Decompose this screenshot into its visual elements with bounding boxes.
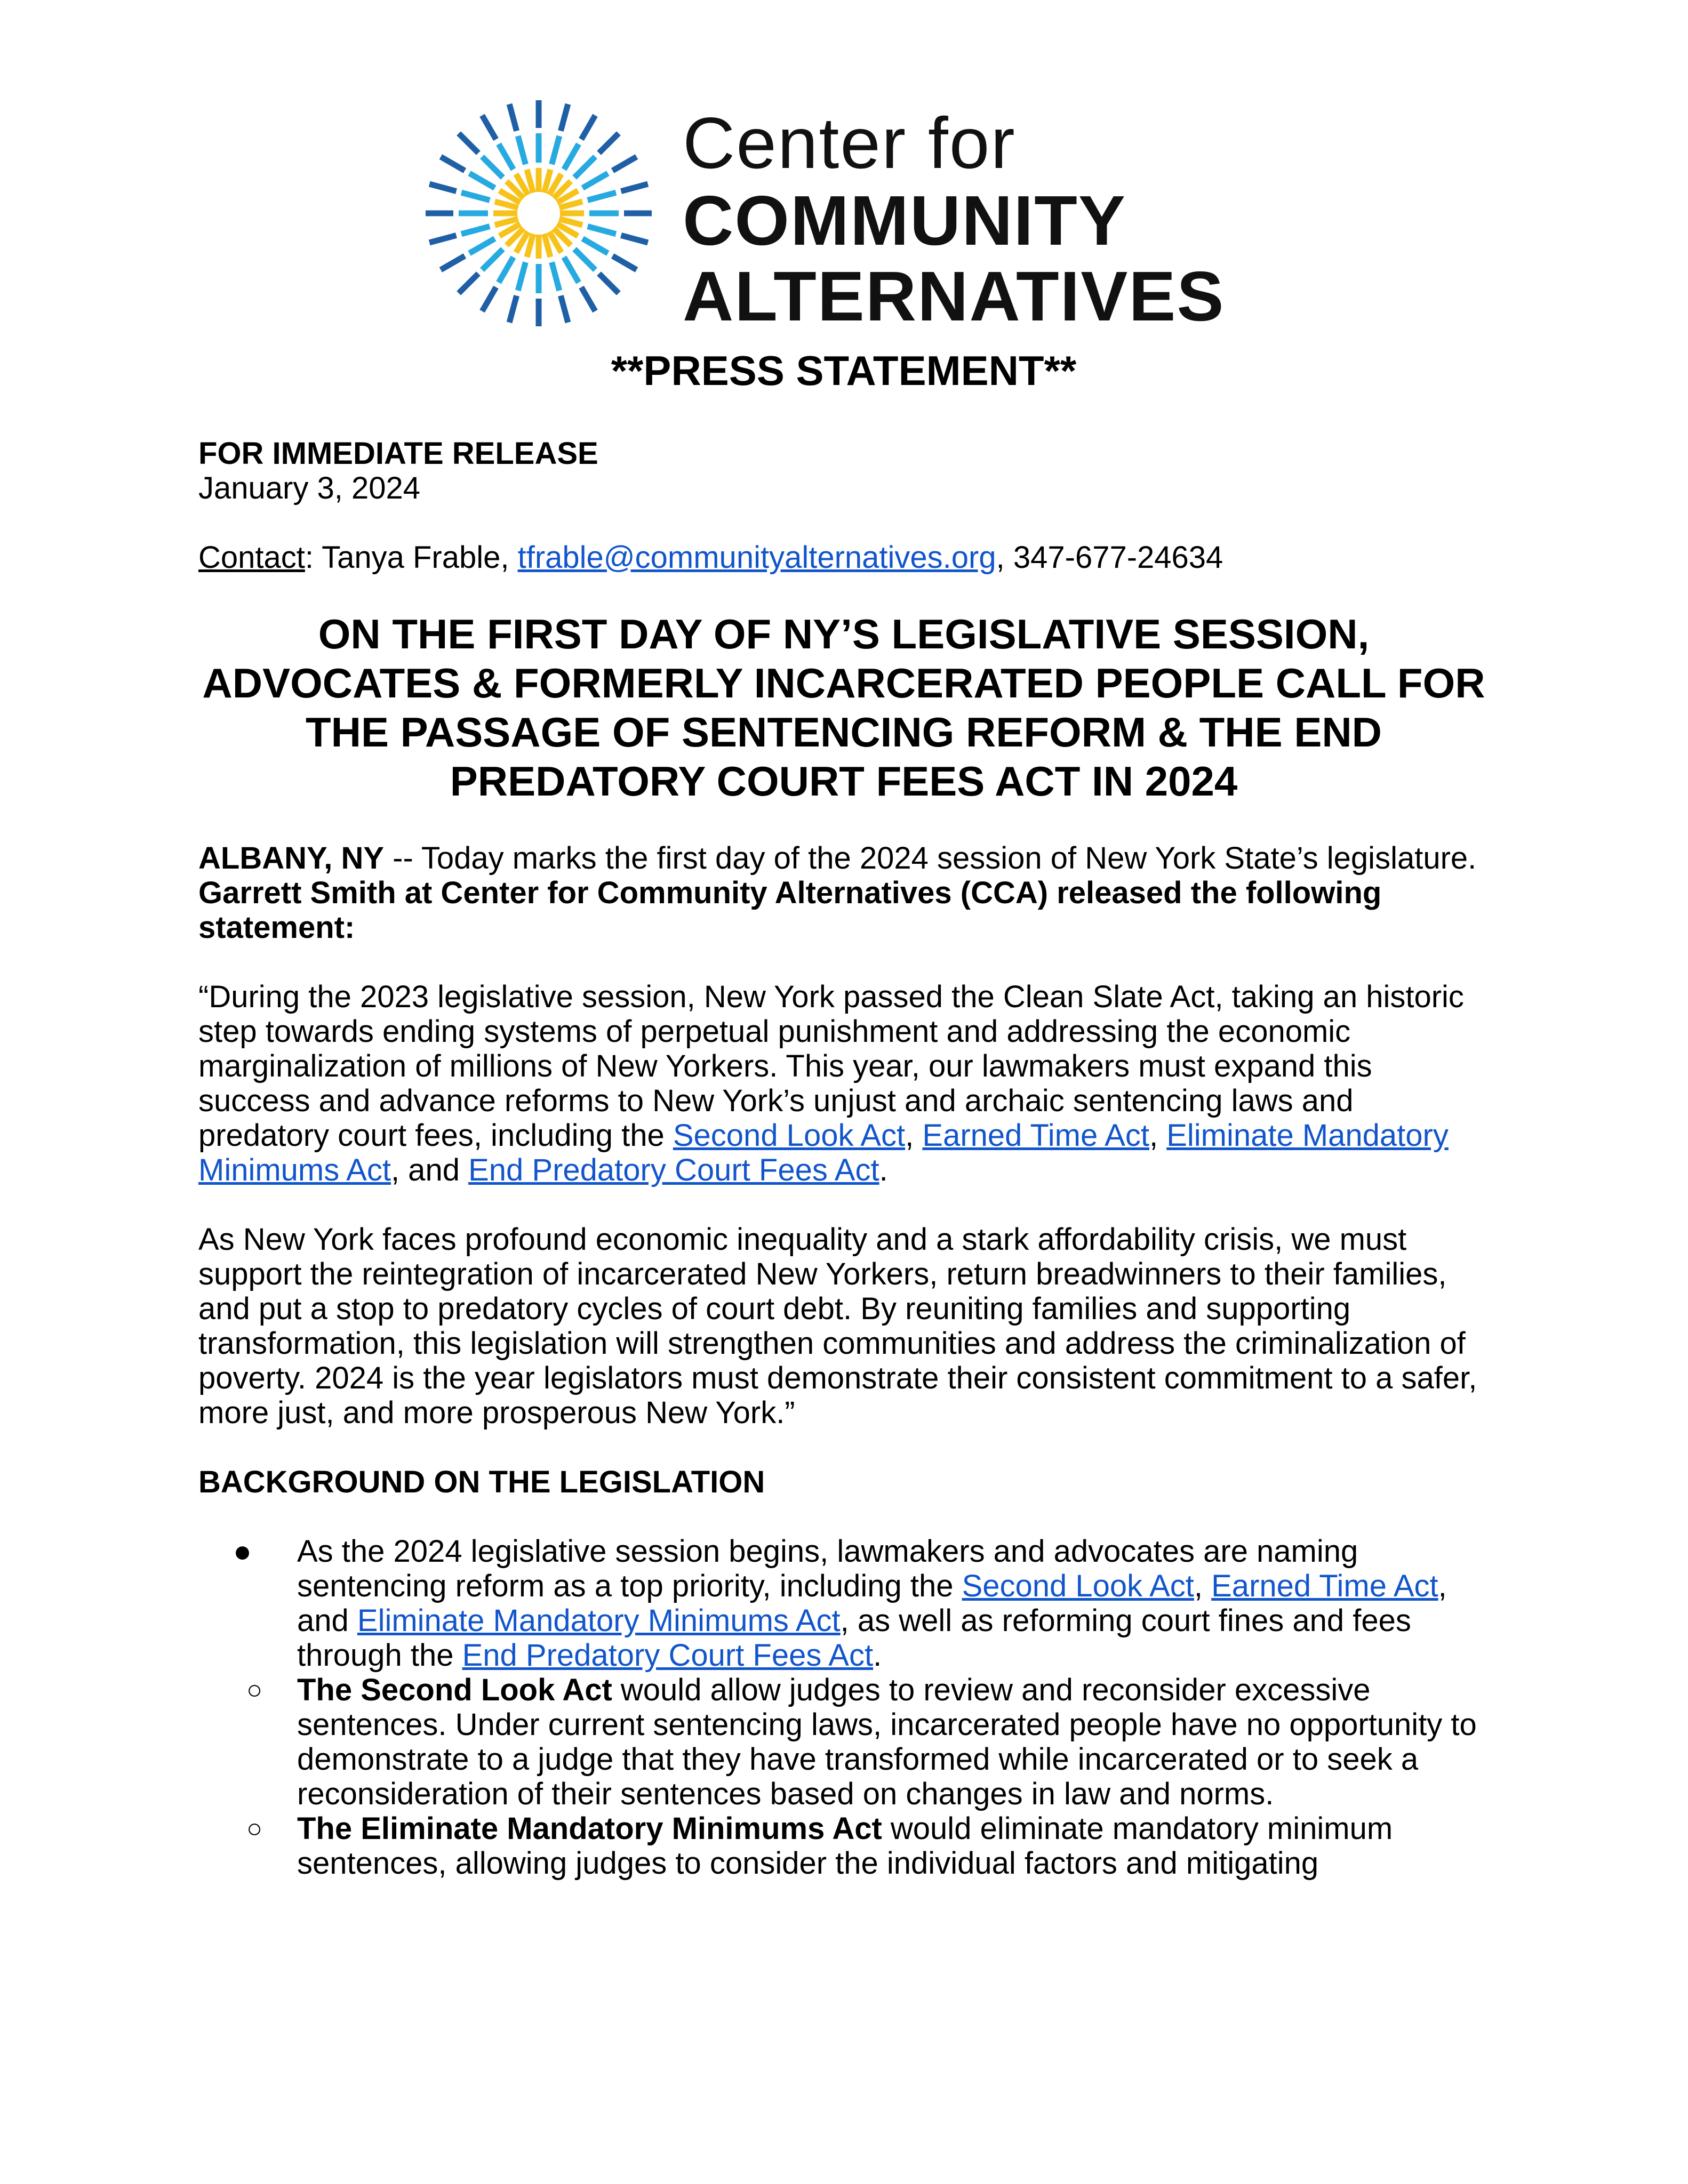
logo-ray bbox=[499, 257, 514, 283]
eliminate-mandatory-minimums-act-link[interactable]: Eliminate Mandatory Minimums Act bbox=[357, 1603, 841, 1638]
logo-ray bbox=[482, 157, 503, 178]
logo-ray bbox=[469, 173, 495, 188]
logo-ray bbox=[482, 249, 503, 270]
press-release-body bbox=[198, 347, 1489, 1881]
logo-ray bbox=[461, 227, 490, 234]
separator: , bbox=[1194, 1569, 1212, 1603]
end-predatory-court-fees-act-link[interactable]: End Predatory Court Fees Act bbox=[462, 1638, 874, 1673]
intro-text: -- Today marks the first day of the 2024 session of New York State’s legislature. bbox=[384, 841, 1477, 876]
organization-logo bbox=[421, 96, 1275, 341]
logo-ray bbox=[441, 157, 465, 171]
logo-ray bbox=[561, 296, 568, 323]
bullet-text: , as well as reforming court fines and fees through the bbox=[297, 1603, 1411, 1673]
logo-ray bbox=[518, 136, 525, 164]
logo-ray bbox=[509, 104, 517, 131]
logo-ray bbox=[588, 227, 616, 234]
logo-line-3: ALTERNATIVES bbox=[683, 257, 1225, 335]
logo-ray bbox=[552, 262, 559, 291]
bullet-icon: ● bbox=[233, 1534, 252, 1569]
logo-ray bbox=[613, 157, 637, 171]
background-heading: BACKGROUND ON THE LEGISLATION bbox=[198, 1465, 765, 1499]
sub-list-item bbox=[246, 1673, 1489, 1811]
intro-paragraph bbox=[198, 841, 1489, 945]
logo-ray bbox=[461, 192, 490, 200]
separator: , and bbox=[390, 1153, 469, 1187]
separator: , bbox=[905, 1118, 923, 1153]
release-block bbox=[198, 436, 1489, 505]
sub-bullet-icon: ○ bbox=[246, 1675, 263, 1705]
logo-line-1: Center for bbox=[683, 102, 1016, 183]
logo-ray bbox=[574, 249, 595, 270]
earned-time-act-link[interactable]: Earned Time Act bbox=[1211, 1569, 1438, 1603]
logo-ray bbox=[459, 133, 478, 153]
logo-ray bbox=[581, 115, 595, 139]
contact-line bbox=[198, 540, 1489, 575]
logo-ray bbox=[561, 104, 568, 131]
quote-paragraph-1 bbox=[198, 979, 1489, 1187]
headline: ON THE FIRST DAY OF NY’S LEGISLATIVE SESSION, ADVOCATES & FORMERLY INCARCERATED PEOPLE CALL FOR THE PASSAGE OF SENTENCING REFORM & THE END PREDATORY COURT FEES ACT IN 2024 bbox=[202, 611, 1485, 805]
logo-ray bbox=[441, 256, 465, 270]
logo-ray bbox=[499, 144, 514, 170]
logo-ray bbox=[459, 274, 478, 293]
logo-ray bbox=[621, 184, 648, 191]
logo-ray bbox=[582, 239, 608, 254]
eliminate-mandatory-minimums-act-link[interactable]: Eliminate Mandatory Minimums Act bbox=[198, 1118, 1449, 1187]
sub-item-text: would eliminate mandatory minimum sentences, allowing judges to consider the individual factors and mitigating bbox=[297, 1811, 1393, 1881]
logo-ray bbox=[564, 144, 579, 170]
end-predatory-court-fees-act-link[interactable]: End Predatory Court Fees Act bbox=[468, 1153, 879, 1187]
logo-ray bbox=[581, 287, 595, 311]
sunburst-logo-icon bbox=[421, 96, 656, 331]
logo-ray bbox=[482, 115, 496, 139]
logo-ray bbox=[621, 235, 648, 243]
contact-name: : Tanya Frable, bbox=[305, 540, 518, 575]
logo-ray bbox=[582, 173, 608, 188]
logo-ray bbox=[552, 136, 559, 164]
press-statement-title: **PRESS STATEMENT** bbox=[611, 347, 1077, 394]
logo-ray bbox=[574, 157, 595, 178]
eliminate-mandatory-minimums-act-title: The Eliminate Mandatory Minimums Act bbox=[297, 1811, 882, 1846]
separator: , and bbox=[297, 1569, 1447, 1638]
period: . bbox=[879, 1153, 888, 1187]
contact-phone: , 347-677-24634 bbox=[996, 540, 1223, 575]
logo-ray bbox=[588, 192, 616, 200]
intro-bold-text: Garrett Smith at Center for Community Alternatives (CCA) released the following statement: bbox=[198, 876, 1382, 945]
dateline: ALBANY, NY bbox=[198, 841, 385, 876]
sub-item-text: would allow judges to review and reconsider excessive sentences. Under current sentencing laws, incarcerated people have no opportunity to demonstrate to a judge that they have transformed while incarcerated or to seek a reconsideration of their sentences based on changes in law and norms. bbox=[297, 1673, 1477, 1811]
contact-email-link[interactable]: tfrable@communityalternatives.org bbox=[517, 540, 996, 575]
logo-ray bbox=[482, 287, 496, 311]
logo-ray bbox=[429, 184, 456, 191]
second-look-act-title: The Second Look Act bbox=[297, 1673, 612, 1707]
sub-list bbox=[246, 1673, 1489, 1881]
quote-paragraph-2: As New York faces profound economic inequality and a stark affordability crisis, we must support the reintegration of incarcerated New Yorkers, return breadwinners to their families, and put a stop to predatory cycles of court debt. By reuniting families and supporting transformation, this legislation will strengthen communities and address the criminalization of poverty. 2024 is the year legislators must demonstrate their consistent commitment to a safer, more just, and more prosperous New York.” bbox=[198, 1222, 1477, 1430]
background-list bbox=[198, 1534, 1489, 1881]
logo-ray bbox=[469, 239, 495, 254]
logo-ray bbox=[429, 235, 456, 243]
logo-wordmark bbox=[683, 102, 1225, 335]
logo-ray bbox=[564, 257, 579, 283]
release-date: January 3, 2024 bbox=[198, 471, 420, 505]
logo-ray bbox=[599, 133, 619, 153]
logo-ray bbox=[613, 256, 637, 270]
logo-ray bbox=[518, 262, 525, 291]
sub-list-item bbox=[246, 1811, 1489, 1881]
logo-ray bbox=[509, 296, 517, 323]
sub-bullet-icon: ○ bbox=[246, 1813, 263, 1843]
separator: , bbox=[1149, 1118, 1167, 1153]
contact-label: Contact bbox=[198, 540, 305, 575]
logo-line-2: COMMUNITY bbox=[683, 181, 1126, 260]
second-look-act-link[interactable]: Second Look Act bbox=[673, 1118, 906, 1153]
logo-ray bbox=[599, 274, 619, 293]
second-look-act-link[interactable]: Second Look Act bbox=[962, 1569, 1194, 1603]
quote-text: “During the 2023 legislative session, New York passed the Clean Slate Act, taking an historic step towards ending systems of perpetual punishment and addressing the economic marginalization of millions of New Yorkers. This year, our lawmakers must expand this success and advance reforms to New York’s unjust and archaic sentencing laws and predatory court fees, including the bbox=[198, 979, 1464, 1153]
release-label: FOR IMMEDIATE RELEASE bbox=[198, 436, 598, 471]
earned-time-act-link[interactable]: Earned Time Act bbox=[922, 1118, 1149, 1153]
list-item bbox=[198, 1534, 1489, 1881]
bullet-text: As the 2024 legislative session begins, lawmakers and advocates are naming sentencing reform as a top priority, including the bbox=[297, 1534, 1358, 1603]
period: . bbox=[873, 1638, 882, 1673]
